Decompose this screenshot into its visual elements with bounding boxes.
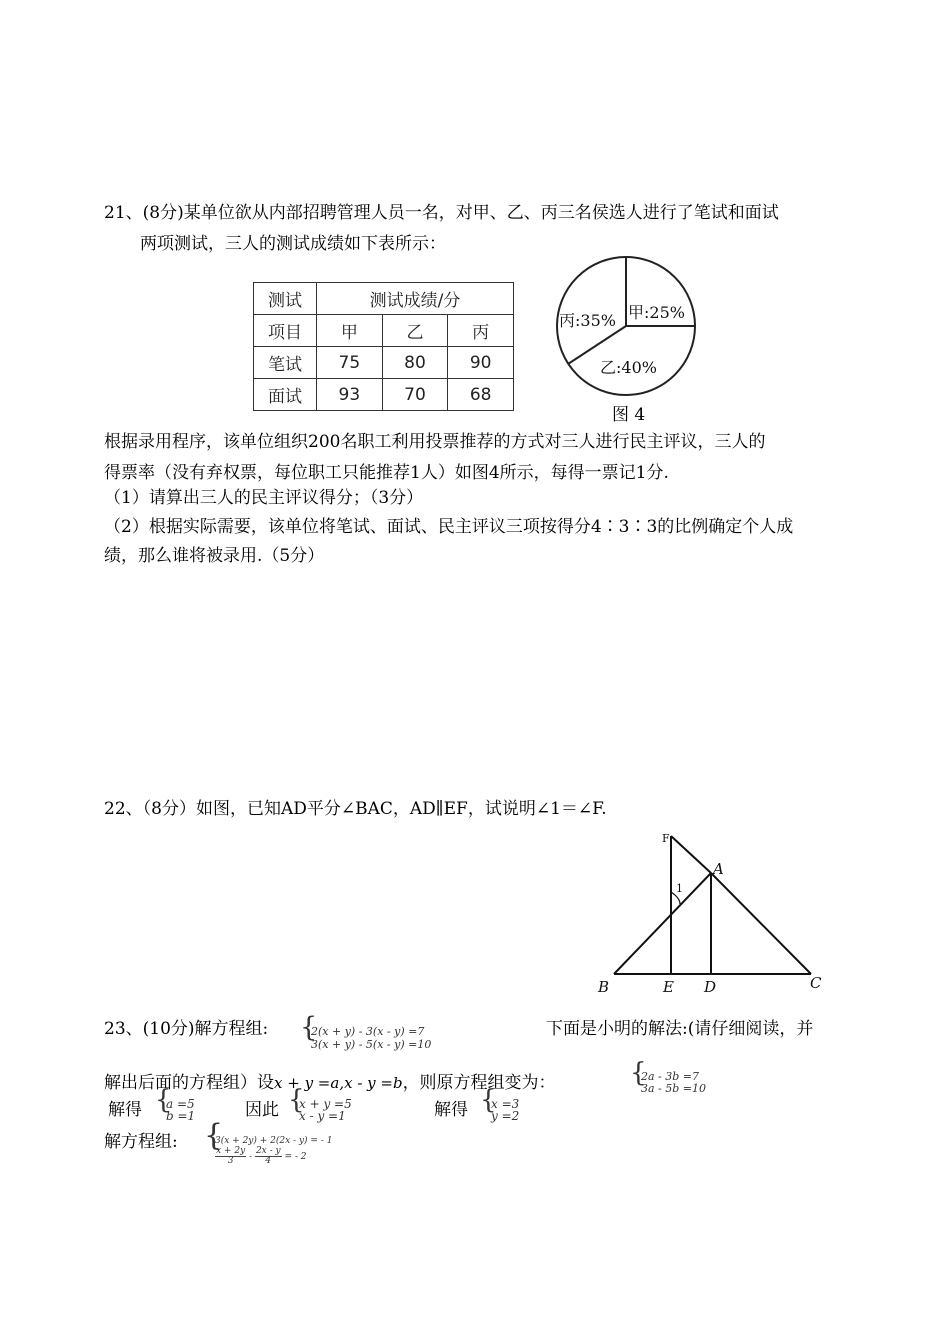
label-b: B [598, 978, 610, 996]
system-1-eq-1: 2(x + y) - 3(x - y) =7 [311, 1025, 425, 1038]
q22-text: 22、（8分）如图，已知AD平分∠BAC，AD∥EF，试说明∠1＝∠F. [104, 799, 607, 819]
q23-jiede: 解得 [108, 1100, 142, 1120]
label-c: C [810, 974, 822, 992]
system-4-eq-1: x + y =5 [299, 1097, 352, 1111]
system-2-eq-1: 2a - 3b =7 [641, 1070, 700, 1083]
system-3-eq-1: a =5 [166, 1097, 195, 1111]
fraction-1-denominator: 3 [227, 1156, 234, 1166]
cell-written-bing: 90 [448, 347, 514, 379]
header-candidate-yi: 乙 [382, 315, 448, 347]
q21-part-2a: （2）根据实际需要，该单位将笔试、面试、民主评议三项按得分4∶3∶3的比例确定个人成 [104, 517, 794, 537]
q23-yinci: 因此 [245, 1100, 279, 1120]
equation-system-6: { 3(x + 2y) + 2(2x - y) = - 1 $\frac{x + 2y}{3}$ - $\frac{2x - y}{4}$ = - 2 [204, 1118, 333, 1166]
system-2-eq-2: 3a - 5b =10 [641, 1082, 707, 1095]
q21-line-4: 得票率（没有弃权票，每位职工只能推荐1人）如图4所示，每得一票记1分. [104, 463, 669, 483]
fraction-2-denominator: 4 [265, 1156, 272, 1166]
header-candidate-jia: 甲 [317, 315, 383, 347]
table-row [254, 283, 514, 315]
segment-ba [614, 873, 711, 974]
fraction-1-numerator: x + 2y [216, 1146, 246, 1156]
system-4-eq-2: x - y =1 [299, 1109, 346, 1123]
label-angle-1: 1 [676, 882, 683, 895]
fraction-minus: - [249, 1152, 253, 1162]
pie-label-bing: 丙:35% [559, 311, 616, 330]
header-candidate-bing: 丙 [448, 315, 514, 347]
fraction-2 [255, 1147, 282, 1166]
equation-system-2: { 2a - 3b =7 3a - 5b =10 [630, 1058, 707, 1095]
figure-4-caption: 图 4 [612, 405, 646, 425]
q23-solve: 解方程组: [104, 1132, 178, 1152]
cell-interview-jia: 93 [317, 379, 383, 411]
q23-prefix: 23、(10分)解方程组: [104, 1019, 269, 1039]
system-6-eq-1: 3(x + 2y) + 2(2x - y) = - 1 [215, 1136, 333, 1146]
q21-line-3: 根据录用程序，该单位组织200名职工利用投票推荐的方式对三人进行民主评议，三人的 [104, 432, 766, 452]
cell-written-yi: 80 [382, 347, 448, 379]
pie-label-jia: 甲:25% [628, 303, 685, 322]
system-1-eq-2: 3(x + y) - 5(x - y) =10 [311, 1038, 432, 1051]
system-5-eq-2: y =2 [491, 1109, 520, 1123]
table-row [254, 379, 514, 411]
substitution: x + y =a,x - y =b [274, 1074, 403, 1092]
row-label-written: 笔试 [254, 347, 317, 379]
cell-written-jia: 75 [317, 347, 383, 379]
q21-part-1: （1）请算出三人的民主评议得分；（3分） [104, 488, 424, 508]
label-d: D [704, 978, 717, 996]
score-table [253, 282, 514, 411]
q23-jiede-2: 解得 [434, 1100, 468, 1120]
label-a: A [713, 860, 724, 878]
row-label-interview: 面试 [254, 379, 317, 411]
equation-system-3: { a =5 b =1 [155, 1085, 196, 1123]
q23-after: 下面是小明的解法:(请仔细阅读，并 [546, 1019, 814, 1039]
header-item-bottom: 项目 [254, 315, 317, 347]
cell-interview-bing: 68 [448, 379, 514, 411]
q21-line-1: 21、(8分)某单位欲从内部招聘管理人员一名，对甲、乙、丙三名侯选人进行了笔试和面试 [104, 203, 779, 223]
q23-line-2-start: 解出后面的方程组）设 [104, 1073, 274, 1093]
system-6-rhs: = - 2 [284, 1152, 307, 1162]
pie-label-yi: 乙:40% [600, 358, 657, 377]
label-e: E [663, 978, 674, 996]
equation-system-4: { x + y =5 x - y =1 [288, 1085, 352, 1123]
q21-line-2: 两项测试，三人的测试成绩如下表所示： [140, 234, 446, 254]
q21-part-2b: 绩，那么谁将被录用.（5分） [104, 546, 325, 566]
label-f: F [662, 832, 670, 845]
pie-chart [554, 254, 700, 400]
segment-fa [671, 836, 711, 873]
table-row [254, 315, 514, 347]
fraction-2-numerator: 2x - y [255, 1146, 281, 1156]
q23-line-2-end: ，则原方程组变为： [402, 1073, 556, 1093]
triangle-figure [590, 828, 840, 998]
header-scores: 测试成绩/分 [317, 283, 514, 315]
system-5-eq-1: x =3 [491, 1097, 520, 1111]
equation-system-5: { x =3 y =2 [480, 1085, 520, 1123]
segment-ac [711, 873, 811, 974]
table-row [254, 347, 514, 379]
equation-system-1: { 2(x + y) - 3(x - y) =7 3(x + y) - 5(x - y) =10 [300, 1012, 432, 1051]
system-6-eq-2 [204, 1147, 332, 1166]
cell-interview-yi: 70 [382, 379, 448, 411]
system-3-eq-2: b =1 [166, 1109, 196, 1123]
header-item-top: 测试 [254, 283, 317, 315]
